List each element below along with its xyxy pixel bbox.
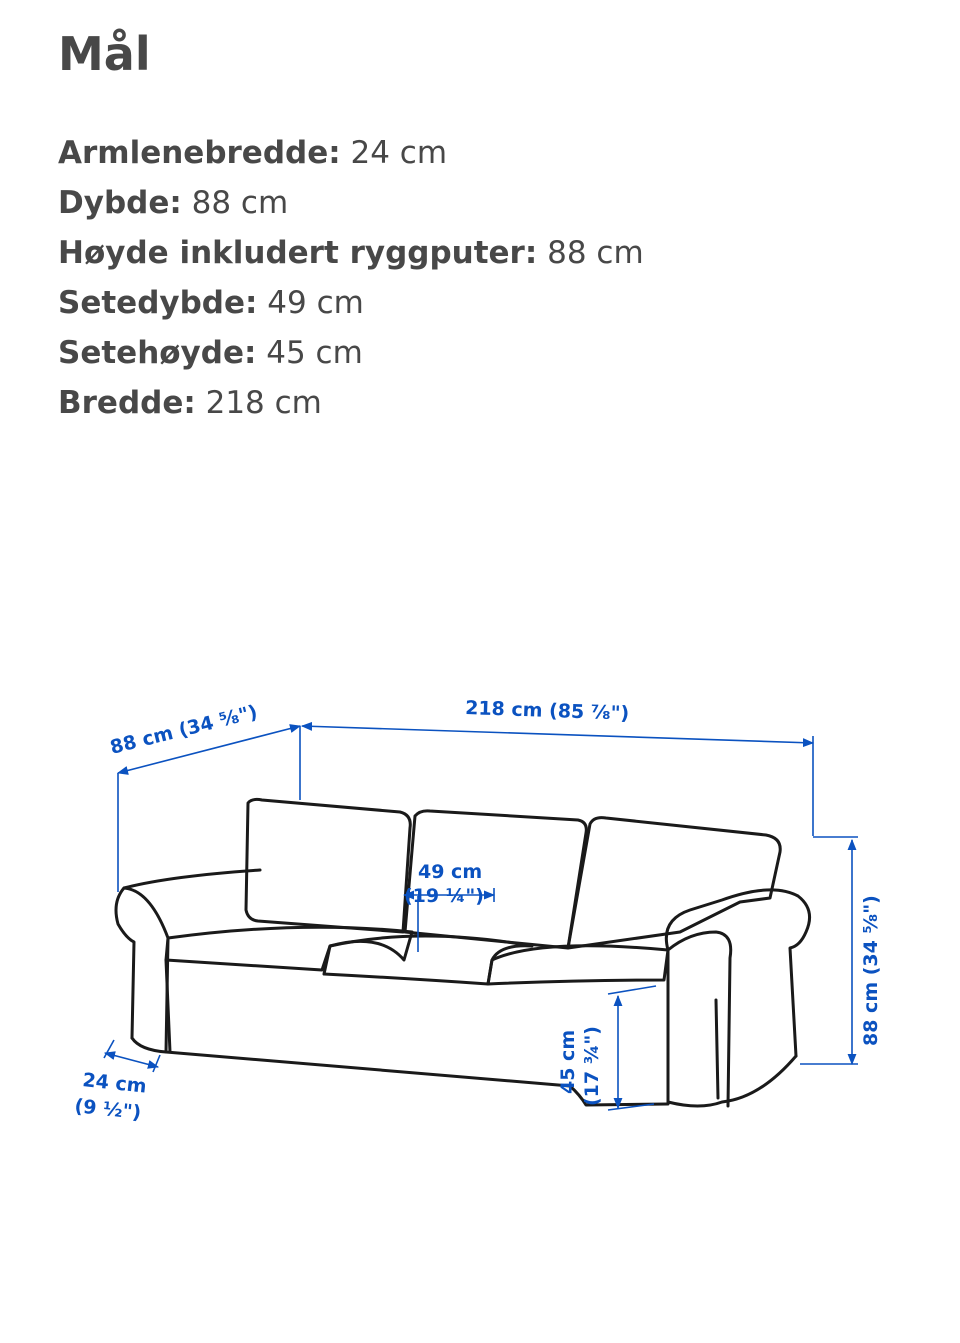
spec-seat-height (58, 328, 644, 378)
armrest-cm-label: 24 cm (81, 1069, 148, 1098)
seat-height-in-label: (17 ¾") (581, 1026, 603, 1106)
spec-value: 88 cm (191, 185, 289, 221)
spec-seat-depth (58, 278, 644, 328)
spec-value: 24 cm (350, 135, 448, 171)
left-armrest (116, 888, 168, 1038)
seat-height-cm-label: 45 cm (557, 1029, 579, 1094)
right-armrest (666, 890, 809, 1056)
page-title: Mål (58, 27, 151, 81)
spec-value: 45 cm (266, 335, 363, 371)
spec-label: Armlenebredde: (58, 135, 341, 171)
height-dimension-label: 88 cm (34 ⁵⁄₈") (860, 895, 882, 1046)
spec-label: Dybde: (58, 185, 182, 221)
seat-depth-cm-label: 49 cm (418, 861, 483, 883)
width-dimension-label: 218 cm (85 ⁷⁄₈") (464, 697, 630, 725)
sofa-dimension-diagram (0, 670, 960, 1190)
spec-value: 218 cm (205, 385, 322, 421)
spec-armrest-width (58, 128, 644, 178)
spec-height-incl-back-cushions (58, 228, 644, 278)
seat-cushion-left (166, 927, 412, 970)
armrest-in-label: (9 ½") (73, 1095, 143, 1124)
seat-cushion-middle (324, 936, 532, 984)
spec-label: Høyde inkludert ryggputer: (58, 235, 538, 271)
spec-label: Setehøyde: (58, 335, 257, 371)
sofa-drawing (116, 799, 810, 1106)
back-cushion-left (246, 799, 410, 932)
seat-cushion-right (488, 946, 668, 984)
spec-label: Bredde: (58, 385, 196, 421)
dimension-list (58, 128, 644, 428)
spec-value: 88 cm (547, 235, 644, 271)
depth-dimension-label: 88 cm (34 ⁵⁄₈") (107, 701, 260, 759)
spec-value: 49 cm (267, 285, 364, 321)
dimension-lines (104, 726, 858, 1110)
spec-width (58, 378, 644, 428)
seat-depth-in-label: (19 ¼") (404, 885, 484, 907)
spec-label: Setedybde: (58, 285, 258, 321)
spec-depth (58, 178, 644, 228)
back-cushion-right (568, 818, 780, 948)
